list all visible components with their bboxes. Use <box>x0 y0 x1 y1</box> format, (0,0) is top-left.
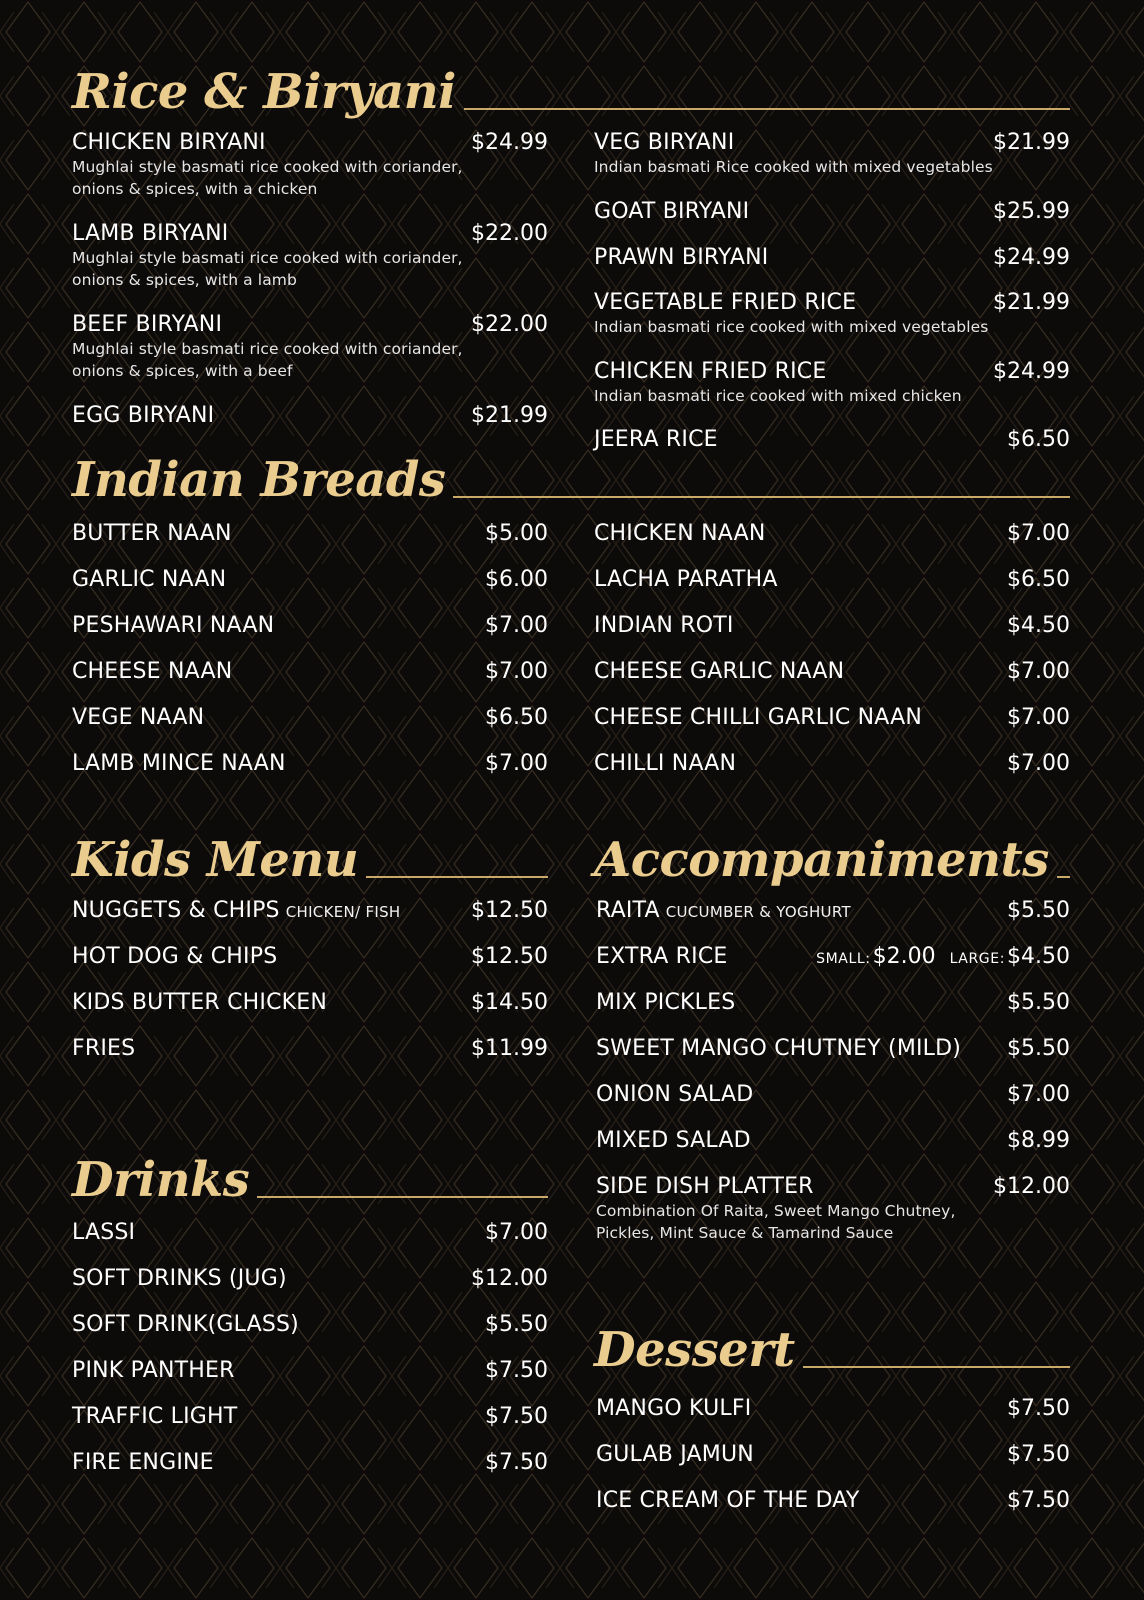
section-drinks-header <box>72 1140 548 1210</box>
item-price: $7.00 <box>485 659 548 684</box>
menu-item <box>72 751 548 776</box>
section-title: Rice & Biryani <box>72 64 456 120</box>
item-price: $21.99 <box>993 130 1070 155</box>
item-name: FIRE ENGINE <box>72 1450 214 1475</box>
section-kids-header <box>72 820 548 890</box>
item-name: MANGO KULFI <box>596 1396 752 1421</box>
item-name: FRIES <box>72 1036 136 1061</box>
item-price: $6.50 <box>1007 567 1070 592</box>
item-name: CHICKEN BIRYANI <box>72 130 266 155</box>
menu-item <box>594 199 1070 224</box>
menu-item <box>594 613 1070 638</box>
item-price: $5.50 <box>1007 898 1070 923</box>
item-name: INDIAN ROTI <box>594 613 734 638</box>
menu-item <box>594 290 1070 338</box>
item-price: $5.50 <box>485 1312 548 1337</box>
item-price: $24.99 <box>471 130 548 155</box>
section-divider <box>803 1366 1070 1368</box>
menu-item <box>596 944 1070 969</box>
item-price: $7.00 <box>485 1220 548 1245</box>
item-description: Indian basmati rice cooked with mixed vegetables <box>594 318 989 336</box>
item-description: Mughlai style basmati rice cooked with coriander, onions & spices, with a beef <box>72 340 463 380</box>
item-name: EGG BIRYANI <box>72 403 215 428</box>
menu-item <box>594 567 1070 592</box>
section-breads-header <box>72 440 1070 510</box>
menu-item <box>596 1082 1070 1107</box>
item-size-prices <box>816 944 1070 969</box>
menu-item <box>596 1488 1070 1513</box>
item-name: CHEESE NAAN <box>72 659 233 684</box>
item-name: LASSI <box>72 1220 136 1245</box>
item-price: $11.99 <box>471 1036 548 1061</box>
item-name: CHICKEN FRIED RICE <box>594 359 827 384</box>
menu-item <box>72 521 548 546</box>
item-name: KIDS BUTTER CHICKEN <box>72 990 328 1015</box>
item-name: SIDE DISH PLATTER <box>596 1174 814 1199</box>
menu-item <box>596 1442 1070 1467</box>
item-price: $8.99 <box>1007 1128 1070 1153</box>
section-divider <box>1057 876 1070 878</box>
item-price: $21.99 <box>993 290 1070 315</box>
item-name: ICE CREAM OF THE DAY <box>596 1488 860 1513</box>
item-name: CHEESE CHILLI GARLIC NAAN <box>594 705 923 730</box>
menu-item <box>72 1358 548 1383</box>
menu-item <box>72 403 548 428</box>
menu-item <box>594 359 1070 407</box>
section-divider <box>366 876 548 878</box>
menu-item <box>594 130 1070 178</box>
item-name: VEGETABLE FRIED RICE <box>594 290 857 315</box>
item-price: $7.50 <box>1007 1488 1070 1513</box>
item-price: $6.50 <box>1007 427 1070 452</box>
size-small-price: $2.00 <box>872 944 936 969</box>
item-name: MIX PICKLES <box>596 990 736 1015</box>
item-name: CHILLI NAAN <box>594 751 737 776</box>
item-price: $21.99 <box>471 403 548 428</box>
size-large-price: $4.50 <box>1007 944 1070 969</box>
item-description: Combination Of Raita, Sweet Mango Chutney, Pickles, Mint Sauce & Tamarind Sauce <box>596 1202 956 1242</box>
menu-item <box>72 1220 548 1245</box>
item-name: GOAT BIRYANI <box>594 199 750 224</box>
item-name: JEERA RICE <box>594 427 718 452</box>
item-name: SOFT DRINKS (JUG) <box>72 1266 287 1291</box>
menu-item <box>72 659 548 684</box>
menu-item <box>72 221 548 291</box>
item-price: $4.50 <box>1007 613 1070 638</box>
menu-item <box>596 1174 1070 1244</box>
item-name: SOFT DRINK(GLASS) <box>72 1312 299 1337</box>
item-name: PRAWN BIRYANI <box>594 245 769 270</box>
size-large-label: LARGE: <box>949 951 1006 967</box>
item-description: Mughlai style basmati rice cooked with coriander, onions & spices, with a lamb <box>72 249 463 289</box>
item-price: $25.99 <box>993 199 1070 224</box>
item-price: $7.00 <box>1007 659 1070 684</box>
menu-item <box>594 659 1070 684</box>
item-price: $7.50 <box>1007 1442 1070 1467</box>
item-description: Mughlai style basmati rice cooked with coriander, onions & spices, with a chicken <box>72 158 463 198</box>
item-name: MIXED SALAD <box>596 1128 751 1153</box>
menu-item <box>72 1266 548 1291</box>
section-title: Kids Menu <box>72 832 359 888</box>
item-price: $7.50 <box>1007 1396 1070 1421</box>
item-price: $7.00 <box>1007 1082 1070 1107</box>
menu-item <box>72 1036 548 1061</box>
menu-item <box>594 751 1070 776</box>
menu-item <box>72 1312 548 1337</box>
menu-item <box>72 1450 548 1475</box>
menu-item <box>594 245 1070 270</box>
item-price: $5.00 <box>485 521 548 546</box>
item-name: VEG BIRYANI <box>594 130 735 155</box>
menu-item <box>596 1036 1070 1061</box>
item-name: CHICKEN NAAN <box>594 521 766 546</box>
item-price: $6.00 <box>485 567 548 592</box>
menu-item <box>72 130 548 200</box>
item-name: ONION SALAD <box>596 1082 754 1107</box>
item-price: $7.00 <box>485 751 548 776</box>
item-price: $7.00 <box>485 613 548 638</box>
item-price: $5.50 <box>1007 990 1070 1015</box>
item-price: $7.00 <box>1007 705 1070 730</box>
menu-item <box>596 898 1070 923</box>
section-title: Indian Breads <box>72 452 446 508</box>
item-name: PINK PANTHER <box>72 1358 235 1383</box>
menu-item <box>72 990 548 1015</box>
section-divider <box>453 496 1070 498</box>
item-name: GULAB JAMUN <box>596 1442 754 1467</box>
item-price: $22.00 <box>471 312 548 337</box>
section-dessert-header <box>594 1310 1070 1380</box>
item-price: $24.99 <box>993 245 1070 270</box>
item-name: EXTRA RICE <box>596 944 728 969</box>
item-price: $7.00 <box>1007 751 1070 776</box>
item-price: $7.50 <box>485 1358 548 1383</box>
menu-item <box>72 567 548 592</box>
item-name: BEEF BIRYANI <box>72 312 223 337</box>
menu-item <box>72 944 548 969</box>
item-price: $7.00 <box>1007 521 1070 546</box>
menu-item <box>72 898 548 923</box>
item-name: BUTTER NAAN <box>72 521 232 546</box>
item-name: VEGE NAAN <box>72 705 205 730</box>
item-name: PESHAWARI NAAN <box>72 613 275 638</box>
item-name: SWEET MANGO CHUTNEY (MILD) <box>596 1036 962 1061</box>
size-small-label: SMALL: <box>816 951 871 967</box>
item-description: Indian basmati Rice cooked with mixed vegetables <box>594 158 993 176</box>
menu-item <box>596 1128 1070 1153</box>
item-price: $22.00 <box>471 221 548 246</box>
section-title: Dessert <box>594 1322 795 1378</box>
section-divider <box>464 108 1070 110</box>
item-name: LACHA PARATHA <box>594 567 778 592</box>
item-price: $12.00 <box>993 1174 1070 1199</box>
item-note: CHICKEN/ FISH <box>285 903 401 921</box>
section-rice-header <box>72 52 1070 122</box>
item-name: NUGGETS & CHIPS CHICKEN/ FISH <box>72 898 401 923</box>
menu-item <box>596 1396 1070 1421</box>
item-price: $7.50 <box>485 1450 548 1475</box>
item-price: $12.50 <box>471 898 548 923</box>
item-name: GARLIC NAAN <box>72 567 227 592</box>
item-note: CUCUMBER & YOGHURT <box>665 903 851 921</box>
menu-item <box>72 312 548 382</box>
item-description: Indian basmati rice cooked with mixed chicken <box>594 387 962 405</box>
item-name: HOT DOG & CHIPS <box>72 944 278 969</box>
section-title: Accompaniments <box>594 832 1049 888</box>
section-divider <box>257 1196 548 1198</box>
menu-item <box>72 613 548 638</box>
item-price: $12.00 <box>471 1266 548 1291</box>
item-name: RAITA CUCUMBER & YOGHURT <box>596 898 851 923</box>
item-price: $14.50 <box>471 990 548 1015</box>
section-title: Drinks <box>72 1152 250 1208</box>
menu-item <box>72 705 548 730</box>
menu-item <box>594 521 1070 546</box>
item-name: CHEESE GARLIC NAAN <box>594 659 845 684</box>
item-name: TRAFFIC LIGHT <box>72 1404 238 1429</box>
item-price: $5.50 <box>1007 1036 1070 1061</box>
item-name: LAMB BIRYANI <box>72 221 229 246</box>
menu-item <box>594 705 1070 730</box>
item-price: $7.50 <box>485 1404 548 1429</box>
item-price: $24.99 <box>993 359 1070 384</box>
item-name: LAMB MINCE NAAN <box>72 751 286 776</box>
menu-item <box>596 990 1070 1015</box>
item-price: $12.50 <box>471 944 548 969</box>
menu-item <box>72 1404 548 1429</box>
section-accompaniments-header <box>594 820 1070 890</box>
item-price: $6.50 <box>485 705 548 730</box>
